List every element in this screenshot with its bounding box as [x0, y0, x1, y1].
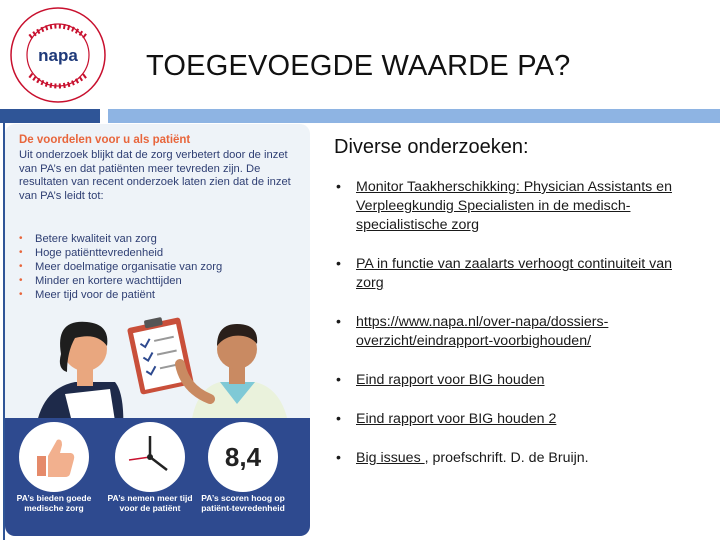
bullet-icon: • — [19, 247, 23, 258]
link-eind-rapport-big[interactable]: Eind rapport voor BIG houden — [356, 372, 545, 388]
link-eind-rapport-big-2[interactable]: Eind rapport voor BIG houden 2 — [356, 411, 557, 427]
thumbs-up-icon — [19, 422, 89, 492]
list-item: • Meer doelmatige organisatie van zorg — [19, 261, 223, 273]
svg-text:napa: napa — [38, 46, 78, 65]
list-item — [334, 178, 694, 235]
research-heading: Diverse onderzoeken: — [334, 136, 529, 158]
satisfaction-score-badge — [208, 422, 278, 492]
list-item — [334, 410, 694, 429]
bullet-icon: • — [336, 179, 341, 195]
link-napa-eindrapport[interactable]: https://www.napa.nl/over-napa/dossiers-overzicht/eindrapport-voorbighouden/ — [356, 314, 609, 349]
link-monitor-taakherschikking[interactable]: Monitor Taakherschikking: Physician Assistants en Verpleegkundig Specialisten in de medisch-specialistische zorg — [356, 179, 672, 233]
bullet-icon: • — [19, 261, 23, 272]
list-item — [334, 371, 694, 390]
list-item — [334, 449, 694, 468]
napa-logo — [8, 5, 108, 105]
bullet-icon: • — [336, 314, 341, 330]
link-big-issues[interactable]: Big issues — [356, 450, 425, 466]
list-item: • Minder en kortere wachttijden — [19, 275, 182, 287]
big-issues-citation: , proefschrift. D. de Bruijn. — [424, 450, 589, 466]
header-bar-light — [108, 109, 720, 123]
satisfaction-score: 8,4 — [224, 442, 262, 472]
bullet-icon: • — [336, 450, 341, 466]
slide-title: TOEGEVOEGDE WAARDE PA? — [146, 50, 571, 82]
caption-time-for-patient: PA’s nemen meer tijd voor de patiënt — [107, 493, 193, 513]
clock-icon — [115, 422, 185, 492]
list-item: • Meer tijd voor de patiënt — [19, 289, 156, 301]
infographic-intro: Uit onderzoek blijkt dat de zorg verbetert door de inzet van PA’s en dat patiënten meer tevreden zijn. De resultaten van recent onderzoek laten zien dat de inzet van PA’s leidt tot: — [19, 149, 291, 202]
list-item — [334, 313, 694, 351]
list-item: • Hoge patiënttevredenheid — [19, 247, 164, 259]
infographic-heading: De voordelen voor u als patiënt — [19, 134, 191, 146]
bullet-icon: • — [19, 233, 23, 244]
bullet-icon: • — [336, 372, 341, 388]
caption-patient-satisfaction: PA’s scoren hoog op patiënt-tevredenheid — [201, 493, 285, 513]
bullet-icon: • — [19, 275, 23, 286]
infographic-benefits-list — [19, 232, 222, 302]
research-links-list — [334, 178, 694, 468]
caption-medical-care: PA’s bieden goede medische zorg — [16, 493, 92, 513]
bullet-icon: • — [19, 289, 23, 300]
header-bar-dark — [0, 109, 100, 123]
infographic-stats-panel — [5, 418, 310, 536]
link-pa-zaalarts[interactable]: PA in functie van zaalarts verhoogt continuiteit van zorg — [356, 256, 672, 291]
list-item: • Betere kwaliteit van zorg — [19, 233, 157, 245]
list-item — [334, 255, 694, 293]
bullet-icon: • — [336, 256, 341, 272]
bullet-icon: • — [336, 411, 341, 427]
patient-benefits-infographic — [5, 124, 310, 536]
patient-doctor-illustration — [5, 294, 310, 434]
